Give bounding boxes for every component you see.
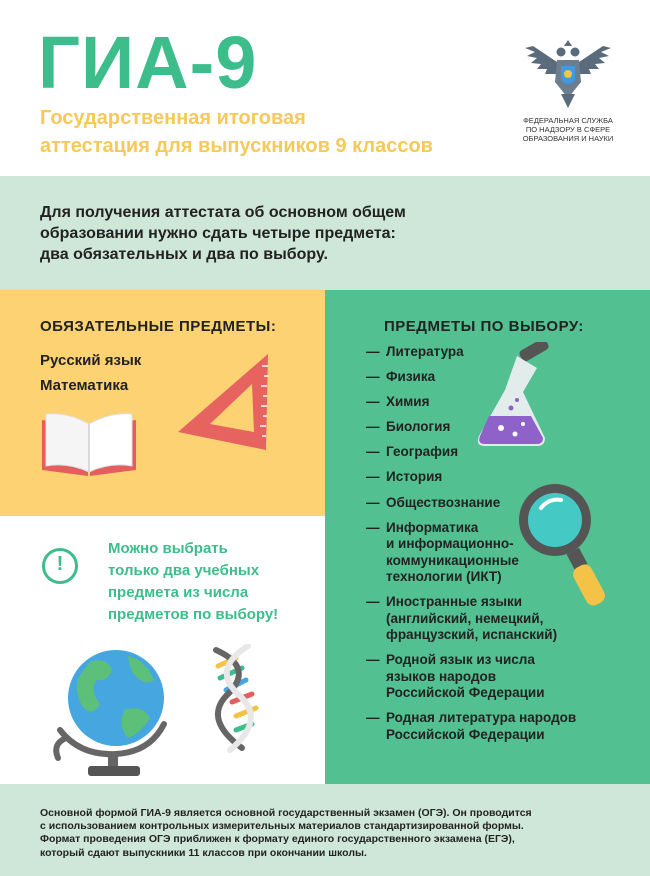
list-item xyxy=(366,652,636,702)
header xyxy=(0,0,650,176)
logo-caption-line: ОБРАЗОВАНИЯ И НАУКИ xyxy=(522,134,614,143)
note-line: предметов по выбору! xyxy=(108,606,279,623)
subtitle-line: аттестация для выпускников 9 классов xyxy=(40,135,433,157)
exclamation-symbol: ! xyxy=(56,553,64,575)
footer-panel xyxy=(0,784,650,876)
list-item-line: технологии (ИКТ) xyxy=(386,569,502,585)
footer-line: с использованием контрольных измерительных материалов стандартизированной формы. xyxy=(40,820,524,833)
elective-subjects-panel xyxy=(325,290,650,784)
list-item-line: — Иностранные языки xyxy=(386,594,523,610)
list-item-line: — Литература xyxy=(386,344,464,359)
intro-line: образовании нужно сдать четыре предмета: xyxy=(40,225,396,242)
magnifier-icon xyxy=(515,480,613,606)
exclamation-icon xyxy=(42,548,78,584)
book-icon xyxy=(38,412,140,478)
footer-line: который сдают выпускники 11 классов при окончании школы. xyxy=(40,846,367,859)
note-text xyxy=(108,538,313,626)
subtitle-line: Государственная итоговая xyxy=(40,107,306,129)
list-item xyxy=(366,710,636,743)
footer-line: Формат проведения ОГЭ приближен к формату единого государственного экзамена (ЕГЭ), xyxy=(40,833,515,846)
list-item-line: языков народов xyxy=(386,668,497,684)
intro-line: два обязательных и два по выбору. xyxy=(40,246,328,263)
intro-panel xyxy=(0,176,650,290)
triangle-ruler-icon xyxy=(172,350,276,456)
list-item-line: — История xyxy=(386,469,443,485)
list-item-line: (английский, немецкий, xyxy=(386,610,544,626)
page-title: ГИА-9 xyxy=(38,21,258,104)
list-item: Математика xyxy=(40,377,129,394)
mandatory-subjects-panel xyxy=(0,290,325,516)
list-item-line: — Родная литература народов xyxy=(386,710,577,726)
logo-caption-line: ПО НАДЗОРУ В СФЕРЕ xyxy=(525,125,611,134)
list-item: Русский язык xyxy=(40,352,142,369)
list-item-line: — Обществознание xyxy=(386,494,501,510)
electives-heading: ПРЕДМЕТЫ ПО ВЫБОРУ: xyxy=(384,318,584,335)
rosobrnadzor-logo xyxy=(510,36,626,143)
eagle-emblem-icon xyxy=(523,36,613,112)
list-item-line: — Биология xyxy=(386,419,451,435)
list-item-line: французский, испанский) xyxy=(386,627,558,643)
list-item-line: — Информатика xyxy=(386,519,479,535)
intro-line: Для получения аттестата об основном общем xyxy=(40,204,406,221)
list-item-line: — Родной язык из числа xyxy=(386,652,535,668)
logo-caption-line: ФЕДЕРАЛЬНАЯ СЛУЖБА xyxy=(523,116,613,125)
intro-text xyxy=(40,202,560,265)
list-item-line: — Химия xyxy=(386,394,430,410)
footer-text xyxy=(40,807,620,860)
note-line: предмета из числа xyxy=(108,584,249,601)
mandatory-heading: ОБЯЗАТЕЛЬНЫЕ ПРЕДМЕТЫ: xyxy=(40,318,277,335)
mandatory-list xyxy=(40,348,141,398)
list-item-line: — География xyxy=(386,444,459,460)
dna-icon xyxy=(196,644,274,754)
list-item-line: — Физика xyxy=(386,369,436,385)
globe-icon xyxy=(50,634,180,780)
page-subtitle xyxy=(40,104,510,160)
flask-icon xyxy=(471,342,551,452)
list-item-line: коммуникационные xyxy=(386,552,519,568)
note-line: только два учебных xyxy=(108,562,260,579)
footer-line: Основной формой ГИА-9 является основной государственный экзамен (ОГЭ). Он проводится xyxy=(40,807,532,819)
note-panel xyxy=(0,516,325,784)
note-line: Можно выбрать xyxy=(108,540,228,557)
list-item-line: Российской Федерации xyxy=(386,726,545,742)
logo-caption xyxy=(510,116,626,143)
list-item-line: и информационно- xyxy=(386,536,514,552)
list-item-line: Российской Федерации xyxy=(386,685,545,701)
